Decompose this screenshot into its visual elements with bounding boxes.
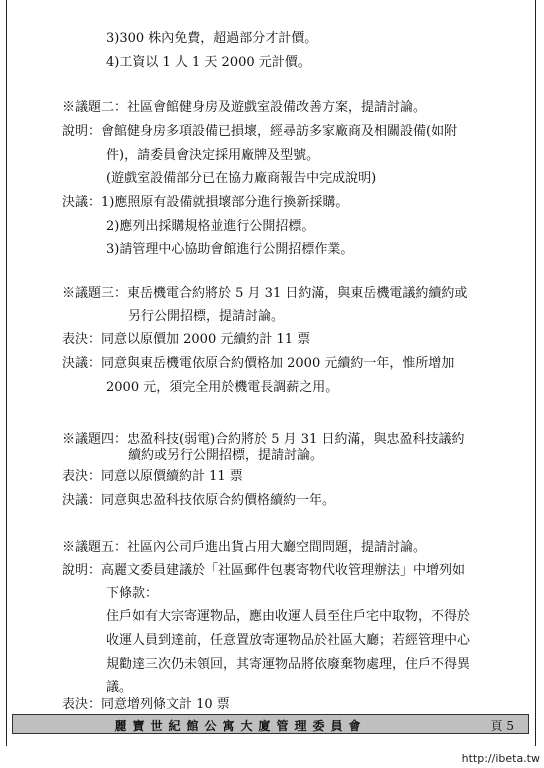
page-number: 頁 5 <box>490 719 514 733</box>
agenda-heading: ※議題五：社區內公司戶進出貨占用大廳空間問題，提請討論。 <box>62 540 427 555</box>
watermark-url: http://ibeta.tw <box>461 752 540 765</box>
text-line: 續約或另行公開招標，提請討論。 <box>128 448 324 463</box>
text-line: 說明：高麗文委員建議於「社區郵件包裹寄物代收管理辦法」中增列如 <box>62 563 466 578</box>
text-line: 住戶如有大宗寄運物品，應由收運人員至住戶宅中取物，不得於 <box>106 609 471 624</box>
text-line: 2)應列出採購規格並進行公開招標。 <box>106 219 315 234</box>
text-line: 決議：同意與忠盈科技依原合約價格續約一年。 <box>62 493 336 508</box>
text-line: 議。 <box>106 680 133 695</box>
footer-title: 麗寶世紀館公寓大廈管理委員會 <box>114 719 367 733</box>
text-line: 表決：同意增列條文計 10 票 <box>62 697 230 712</box>
agenda-heading: ※議題三：東岳機電合約將於 5 月 31 日約滿，與東岳機電議約續約或 <box>62 286 468 301</box>
text-line: 4)工資以 1 人 1 天 2000 元計價。 <box>106 55 311 70</box>
text-line: 決議：同意與東岳機電依原合約價格加 2000 元續約一年，惟所增加 <box>62 356 455 371</box>
text-line: 表決：同意以原價加 2000 元續約計 11 票 <box>62 332 311 347</box>
text-line: 決議：1)應照原有設備就損壞部分進行換新採購。 <box>62 195 349 210</box>
agenda-heading: ※議題二：社區會館健身房及遊戲室設備改善方案，提請討論。 <box>62 100 427 115</box>
text-line: 下條款： <box>106 586 159 601</box>
text-line: 另行公開招標，提請討論。 <box>128 309 285 324</box>
text-line: (遊戲室設備部分已在協力廠商報告中完成說明) <box>106 171 377 186</box>
text-line: 說明：會館健身房多項設備已損壞，經尋訪多家廠商及相關設備(如附 <box>62 124 458 139</box>
text-line: 收運人員到達前，任意置放寄運物品於社區大廳；若經管理中心 <box>106 633 471 648</box>
text-line: 3)300 株內免費，超過部分才計價。 <box>106 31 318 46</box>
text-line: 規勸達三次仍未領回，其寄運物品將依廢棄物處理，住戶不得異 <box>106 657 471 672</box>
page-footer <box>12 714 529 734</box>
text-line: 件)，請委員會決定採用廠牌及型號。 <box>106 148 320 163</box>
text-line: 表決：同意以原價續約計 11 票 <box>62 469 243 484</box>
agenda-heading: ※議題四：忠盈科技(弱電)合約將於 5 月 31 日約滿，與忠盈科技議約 <box>62 432 465 447</box>
text-line: 3)請管理中心協助會館進行公開招標作業。 <box>106 242 354 257</box>
text-line: 2000 元，須完全用於機電長調薪之用。 <box>106 380 339 395</box>
